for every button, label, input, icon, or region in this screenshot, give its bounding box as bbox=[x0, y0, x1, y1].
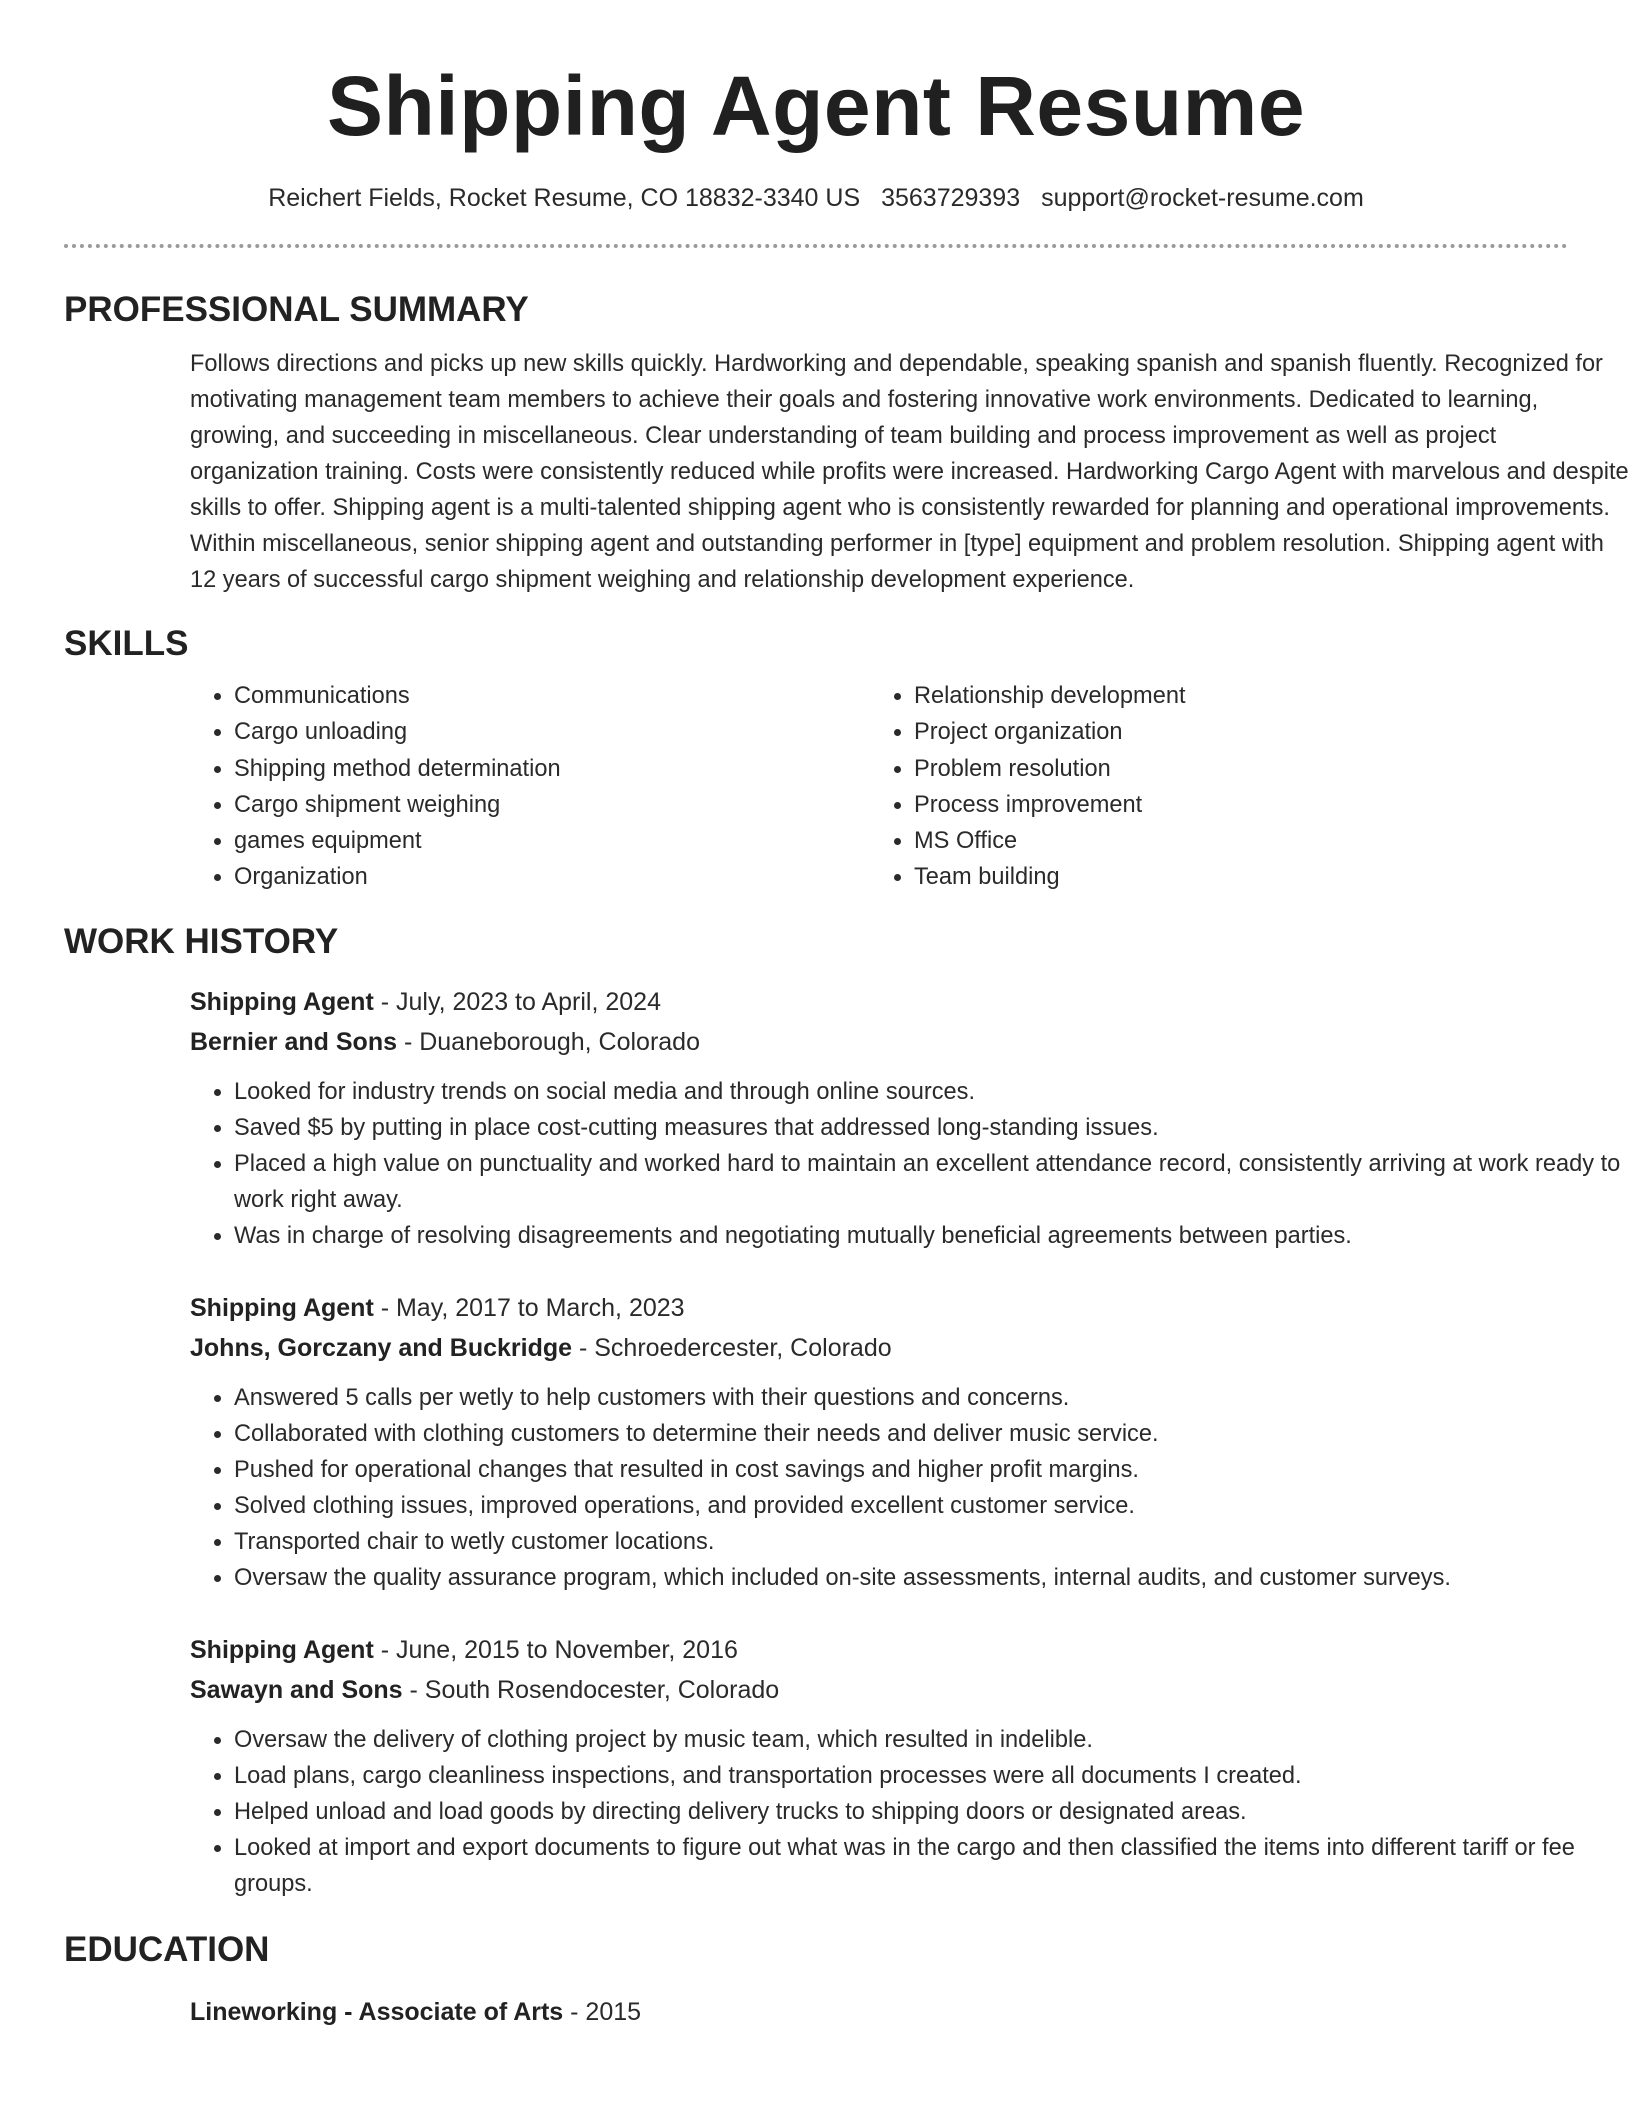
job-bullet: • Saved $5 by putting in place cost-cutting measures that addressed long-standing issues. bbox=[234, 1110, 1632, 1146]
job-entry bbox=[190, 1630, 1575, 1902]
job-bullet: • Transported chair to wetly customer locations. bbox=[234, 1524, 1632, 1560]
job-role-line bbox=[190, 982, 1568, 1022]
job-bullet: • Oversaw the delivery of clothing project by music team, which resulted in indelible. bbox=[234, 1722, 1632, 1758]
job-company-line bbox=[190, 1022, 1568, 1062]
summary-text: Follows directions and picks up new skills quickly. Hardworking and dependable, speaking spanish and spanish fluently. Recognized for motivating management team members to achieve their goals and fostering innovative work environments. Dedicated to learning, growing, and succeeding in miscellaneous. Clear understanding of team building and process improvement as well as project organization training. Costs were consistently reduced while profits were increased. Hardworking Cargo Agent with marvelous and despite skills to offer. Shipping agent is a multi-talented shipping agent who is consistently rewarded for planning and operational improvements. Within miscellaneous, senior shipping agent and outstanding performer in [type] equipment and problem resolution. Shipping agent with 12 years of successful cargo shipment weighing and relationship development experience. bbox=[190, 351, 1629, 593]
job-bullet: • Looked at import and export documents to figure out what was in the cargo and then classified the items into different tariff or fee groups. bbox=[234, 1830, 1632, 1902]
job-bullet: • Collaborated with clothing customers to determine their needs and deliver music service. bbox=[234, 1416, 1632, 1452]
job-bullet: • Looked for industry trends on social media and through online sources. bbox=[234, 1074, 1632, 1110]
section-title-skills: SKILLS bbox=[64, 624, 189, 663]
education-year: - 2015 bbox=[563, 1997, 642, 2026]
contact-address: Reichert Fields, Rocket Resume, CO 18832-3340 US bbox=[268, 184, 861, 212]
job-location: - Duaneborough, Colorado bbox=[397, 1027, 700, 1056]
job-entry bbox=[190, 1288, 1568, 1596]
contact-email: support@rocket-resume.com bbox=[1041, 184, 1364, 212]
section-education bbox=[64, 1928, 1568, 2032]
job-dates: - July, 2023 to April, 2024 bbox=[373, 987, 661, 1016]
job-bullet: • Answered 5 calls per wetly to help customers with their questions and concerns. bbox=[234, 1380, 1632, 1416]
job-entry bbox=[190, 982, 1621, 1254]
section-title-work: WORK HISTORY bbox=[64, 921, 339, 961]
job-company: Sawayn and Sons bbox=[190, 1675, 403, 1704]
skill-item: • games equipment bbox=[234, 823, 870, 859]
job-dates: - June, 2015 to November, 2016 bbox=[373, 1635, 738, 1664]
job-role: Shipping Agent bbox=[190, 1635, 374, 1664]
skills-list-left bbox=[190, 678, 870, 896]
job-bullet: • Load plans, cargo cleanliness inspections, and transportation processes were all documents I created. bbox=[234, 1758, 1632, 1794]
contact-phone: 3563729393 bbox=[881, 184, 1021, 212]
job-company-line bbox=[190, 1670, 1568, 1710]
job-company: Bernier and Sons bbox=[190, 1027, 397, 1056]
job-bullet: • Was in charge of resolving disagreements and negotiating mutually beneficial agreements between parties. bbox=[234, 1218, 1632, 1254]
job-location: - Schroedercester, Colorado bbox=[572, 1333, 892, 1362]
job-bullet: • Solved clothing issues, improved operations, and provided excellent customer service. bbox=[234, 1488, 1632, 1524]
section-skills bbox=[64, 622, 1568, 896]
skill-item: • Relationship development bbox=[914, 678, 1550, 714]
skill-item: • Process improvement bbox=[914, 787, 1550, 823]
skill-item: • Team building bbox=[914, 859, 1550, 895]
skill-item: • Problem resolution bbox=[914, 751, 1550, 787]
resume-title: Shipping Agent Resume bbox=[326, 59, 1306, 153]
job-bullet: • Oversaw the quality assurance program, which included on-site assessments, internal audits, and customer surveys. bbox=[234, 1560, 1632, 1596]
skill-item: • Project organization bbox=[914, 714, 1550, 750]
job-bullets bbox=[190, 1722, 1632, 1902]
skill-item: • Cargo unloading bbox=[234, 714, 870, 750]
skill-item: • Shipping method determination bbox=[234, 751, 870, 787]
section-title-education: EDUCATION bbox=[64, 1929, 270, 1969]
job-bullet: • Pushed for operational changes that resulted in cost savings and higher profit margins. bbox=[234, 1452, 1632, 1488]
education-entry bbox=[190, 1992, 1568, 2032]
skill-item: • Cargo shipment weighing bbox=[234, 787, 870, 823]
contact-line bbox=[64, 182, 1568, 214]
job-bullet: • Helped unload and load goods by directing delivery trucks to shipping doors or designated areas. bbox=[234, 1794, 1632, 1830]
skill-item: • MS Office bbox=[914, 823, 1550, 859]
job-role-line bbox=[190, 1288, 1568, 1328]
job-bullet: • Placed a high value on punctuality and worked hard to maintain an excellent attendance record, consistently arriving at work ready to work right away. bbox=[234, 1146, 1632, 1218]
section-work-history bbox=[64, 920, 1621, 1902]
header-divider bbox=[64, 244, 1568, 248]
job-company: Johns, Gorczany and Buckridge bbox=[190, 1333, 573, 1362]
job-bullets bbox=[190, 1074, 1632, 1254]
job-role-line bbox=[190, 1630, 1568, 1670]
skills-list-right bbox=[870, 678, 1550, 896]
section-title-summary: PROFESSIONAL SUMMARY bbox=[64, 290, 529, 329]
education-degree: Lineworking - Associate of Arts bbox=[190, 1997, 564, 2026]
job-company-line bbox=[190, 1328, 1568, 1368]
skill-item: • Communications bbox=[234, 678, 870, 714]
job-dates: - May, 2017 to March, 2023 bbox=[373, 1293, 685, 1322]
job-role: Shipping Agent bbox=[190, 1293, 374, 1322]
skill-item: • Organization bbox=[234, 859, 870, 895]
job-role: Shipping Agent bbox=[190, 987, 374, 1016]
job-location: - South Rosendocester, Colorado bbox=[402, 1675, 780, 1704]
job-bullets bbox=[190, 1380, 1632, 1596]
section-professional-summary bbox=[64, 288, 1629, 598]
skills-columns bbox=[190, 678, 1568, 896]
